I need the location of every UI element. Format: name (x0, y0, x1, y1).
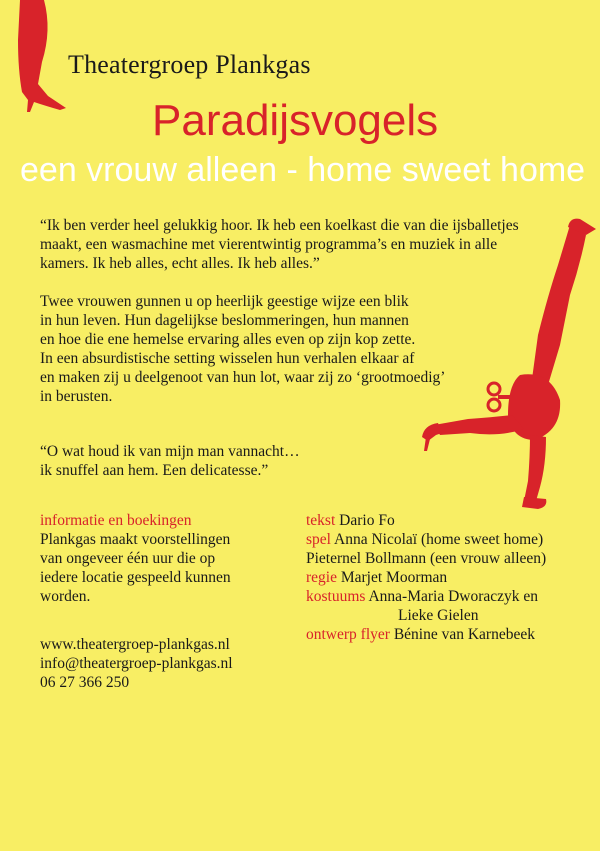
info-line: iedere locatie gespeeld kunnen (40, 569, 231, 586)
email-link[interactable]: info@theatergroep-plankgas.nl (40, 655, 233, 672)
credit-spel-continued (306, 549, 546, 568)
credit-value: Pieternel Bollmann (een vrouw alleen) (306, 550, 547, 567)
credit-tekst (306, 511, 546, 530)
description-line: in hun leven. Hun dagelijkse beslommeringen, hun mannen (40, 312, 409, 329)
credit-label: spel (306, 531, 331, 548)
credit-value: Anna-Maria Dworaczyk en (368, 588, 539, 605)
closing-quote (40, 442, 300, 480)
description-paragraph (40, 292, 445, 406)
credit-label: ontwerp flyer (306, 626, 390, 643)
credit-value: Anna Nicolaï (home sweet home) (334, 531, 544, 548)
quote-line: kamers. Ik heb alles, echt alles. Ik heb alles.” (40, 255, 320, 272)
description-line: In een absurdistische setting wisselen hun verhalen elkaar af (40, 350, 415, 367)
page-title: Paradijsvogels (152, 96, 439, 145)
page-subtitle: een vrouw alleen - home sweet home (20, 151, 586, 189)
quote-line: maakt, een wasmachine met vierentwintig programma’s en muziek in alle (40, 236, 498, 253)
quote-line: ik snuffel aan hem. Een delicatesse.” (40, 462, 269, 479)
description-line: in berusten. (40, 388, 113, 405)
credit-regie (306, 568, 546, 587)
contact-section (40, 635, 233, 692)
phone-number: 06 27 366 250 (40, 674, 130, 691)
website-link[interactable]: www.theatergroep-plankgas.nl (40, 636, 230, 653)
red-leg-illustration-top (0, 0, 70, 115)
description-line: en hoe die ene hemelse ervaring alles even op zijn kop zette. (40, 331, 416, 348)
credit-value: Marjet Moorman (340, 569, 448, 586)
description-line: en maken zij u deelgenoot van hun lot, waar zij zo ‘grootmoedig’ (40, 369, 446, 386)
credit-ontwerp (306, 625, 546, 644)
credits-section (306, 511, 546, 644)
credit-label: regie (306, 569, 337, 586)
info-line: van ongeveer één uur die op (40, 550, 216, 567)
info-section (40, 511, 231, 606)
info-line: Plankgas maakt voorstellingen (40, 531, 231, 548)
credit-value: Dario Fo (339, 512, 395, 529)
credit-kostuums (306, 587, 546, 606)
credit-kostuums-continued (306, 606, 546, 625)
credit-label: kostuums (306, 588, 366, 605)
credit-spel (306, 530, 546, 549)
info-line: worden. (40, 588, 91, 605)
info-heading: informatie en boekingen (40, 512, 192, 529)
company-name: Theatergroep Plankgas (68, 50, 311, 79)
opening-quote (40, 216, 519, 273)
quote-line: “O wat houd ik van mijn man vannacht… (40, 443, 300, 460)
credit-value: Bénine van Karnebeek (393, 626, 535, 643)
credit-value: Lieke Gielen (398, 607, 479, 624)
credit-label: tekst (306, 512, 336, 529)
quote-line: “Ik ben verder heel gelukkig hoor. Ik heb een koelkast die van die ijsballetjes (40, 217, 519, 234)
description-line: Twee vrouwen gunnen u op heerlijk geestige wijze een blik (40, 293, 409, 310)
